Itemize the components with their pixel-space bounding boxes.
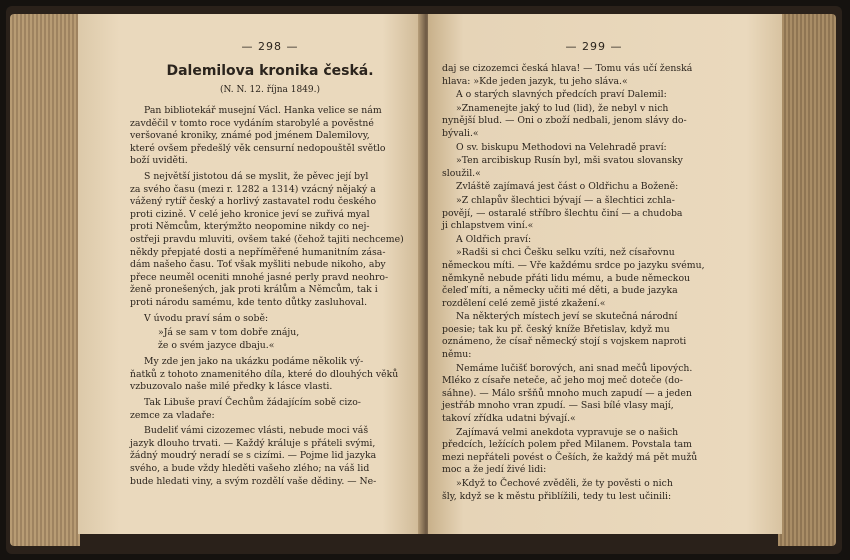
paragraph: V úvodu praví sám o sobě:	[144, 312, 269, 324]
paragraph: »Ten arcibiskup Rusín byl, mši svatou slovansky sloužil.«	[442, 155, 683, 179]
paragraph: »Z chlapův šlechtici bývají — a šlechtici zchla- povějí, — ostaralé stříbro šlechtu činí — a chudoba ji chlapstvem viní.«	[442, 194, 683, 232]
paragraph: »Když to Čechové zvěděli, že ty pověsti o nich šly, když se k městu přiblížili, tedy tu lest učinili:	[442, 478, 673, 502]
paragraph: Nemáme lučišť borových, ani snad mečů lipových. Mléko z císaře neteče, ač jeho moj meč doteče (do- sáhne). — Málo sršňů mnoho much zapudí — a jeden jestřáb mnoho vran zpudí. — Sasi bílé vlasy mají, takoví zřídka udatni bývají.«	[442, 362, 693, 425]
paragraph: Budeliť vámi cizozemec vlásti, nebude moci váš jazyk dlouho trvati. — Každý králuje s přáteli svými, žádný moudrý neradí se s cizími. — Pojme lid jazyka svého, a bude vždy hleděti vašeho zlého; na váš lid bude hledati viny, a svým rozdělí vaše dědiny. — Ne-	[130, 425, 377, 487]
page-number: — 298 —	[241, 40, 299, 53]
paragraph: Zvláště zajímavá jest část o Oldřichu a Boženě:	[456, 181, 679, 193]
paragraph: Zajímavá velmi anekdota vypravuje se o našich předcích, ležících polem před Milanem. Povstala tam mezi nepřáteli povést o Češích, že každý má pět mužů moc a že jedí živé lidi:	[442, 426, 698, 476]
paragraph: »Znamenejte jaký to lud (lid), že nebyl v nich nynější blud. — Oni o zboží nedbali, jenom slávy do- bývali.«	[442, 102, 687, 139]
chapter-title: Dalemilova kronika česká.	[166, 63, 374, 79]
paragraph: Tak Libuše praví Čechům žádajícím sobě cizo- zemce za vladaře:	[130, 397, 361, 421]
page-edges-right	[778, 14, 836, 546]
page-edges-left	[10, 14, 80, 546]
chapter-subtitle: (N. N. 12. října 1849.)	[220, 85, 320, 95]
paragraph: »Radši si chci Češku selku vzíti, než císařovnu německou míti. — Vře každému srdce po jazyku svému, němkyně nebude přáti lidu mému, a bude německou čeleď míti, a německy učiti mé děti, a bude jazyka rozdělení celé země jisté zkažení.«	[442, 247, 705, 309]
paragraph: Na některých místech jeví se skutečná národní poesie; tak ku př. český kníže Břetislav, když mu oznámeno, že císař německý stojí s vojskem naproti němu:	[442, 311, 687, 361]
paragraph: daj se cizozemci česká hlava! — Tomu vás učí ženská hlava: »Kde jeden jazyk, tu jeho sláva.«	[442, 63, 693, 87]
paragraph: S největší jistotou dá se myslit, že pěvec její byl za svého času (mezi r. 1282 a 1314) vzácný nějaký a vážený rytíř český a horlivý zastavatel rodu českého proti cizině. V celé jeho kronice jeví se zuřivá myal proti Němcům, kterýmžto neopomine nikdy co nej- ostřeji pravdu mluviti, ovšem také (čehož tajiti nechceme) někdy přepjaté dosti a nepříměřené humanitním zása- dám našeho času. Toť však myšliti nebude nikoho, aby přece neuměl oceniti mnohé jasné perly pravd neohro- ženě pronešených, jak proti králům a Němcům, tak i proti národu samému, kde tento důtky zasluhoval.	[130, 170, 404, 308]
right-page	[428, 14, 782, 534]
left-page	[78, 14, 424, 534]
paragraph: My zde jen jako na ukázku podáme několik vý- ňatků z tohoto znamenitého díla, které do dlouhých věků vzbuzovalo naše milé předky k lásce vlasti.	[130, 356, 399, 393]
page-number: — 299 —	[565, 40, 623, 53]
paragraph: A Oldřich praví:	[456, 233, 532, 245]
paragraph: O sv. biskupu Methodovi na Velehradě praví:	[456, 141, 667, 153]
paragraph: Pan bibliotekář musejní Václ. Hanka velice se nám zavděčil v tomto roce vydáním starobylé a pověstné veršované kroniky, známé pod jménem Dalemilovy, které ovšem předešlý věk censurní nedopouštěl světlo boží uviděti.	[130, 105, 386, 167]
verse-quote: »Já se sam v tom dobře znáju, že o svém jazyce dbaju.«	[158, 327, 300, 351]
paragraph: A o starých slavných předcích praví Dalemil:	[456, 89, 667, 101]
right-page-body	[442, 63, 746, 504]
